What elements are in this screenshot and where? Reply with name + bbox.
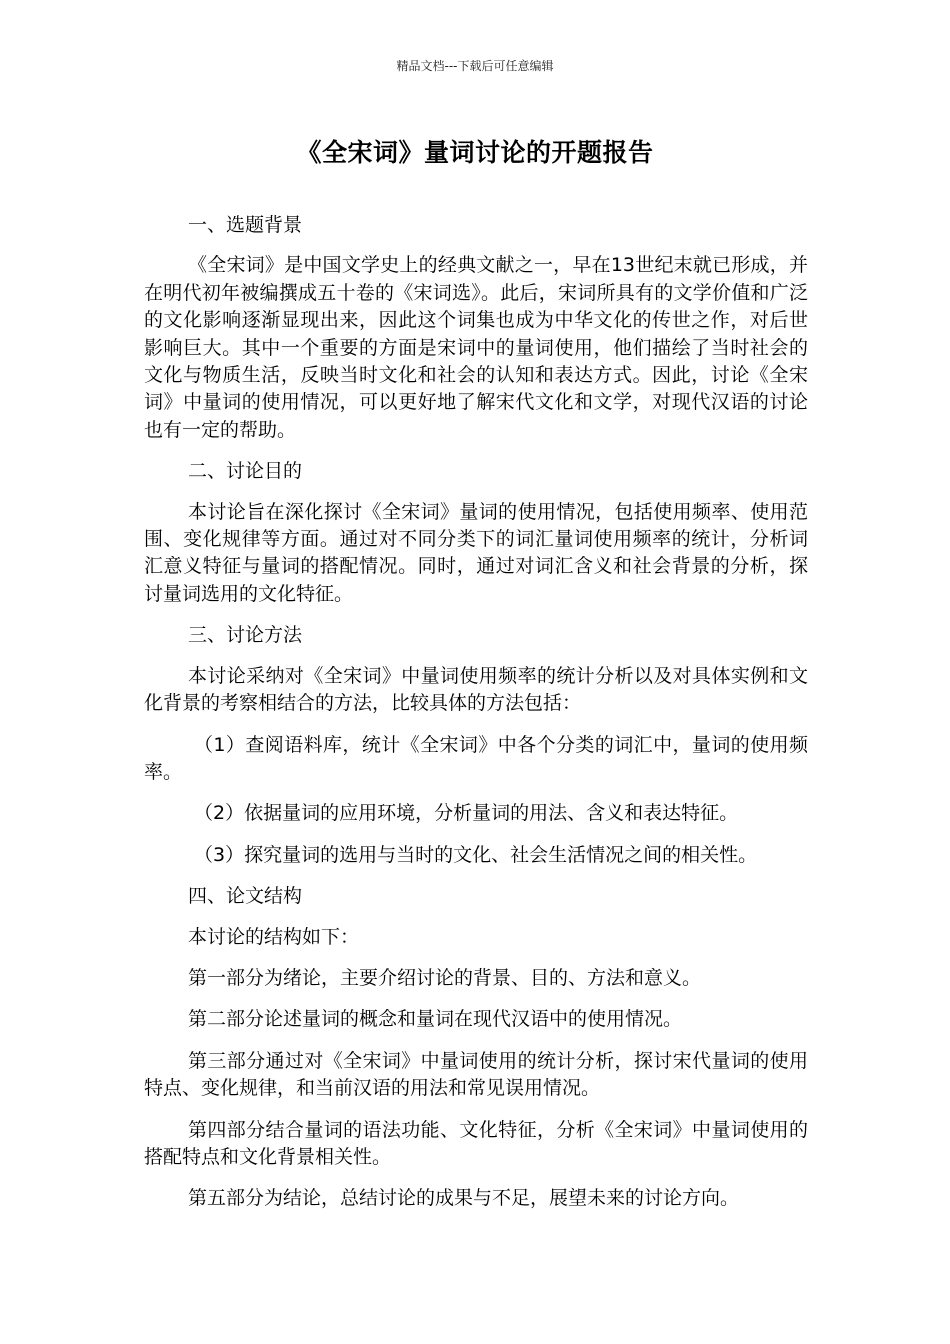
page-header: 精品文档---下载后可任意编辑 <box>396 59 554 73</box>
method-item-3: （3）探究量词的选用与当时的文化、社会生活情况之间的相关性。 <box>194 843 758 866</box>
section-heading-structure: 四、论文结构 <box>188 885 303 908</box>
paragraph-purpose: 本讨论旨在深化探讨《全宋词》量词的使用情况，包括使用频率、使用范围、变化规律等方面。通过对不同分类下的词汇量词使用频率的统计，分析词汇意义特征与量词的搭配情况。同时，通过对词汇含义和社会背景的分析，探讨量词选用的文化特征。 <box>144 500 808 605</box>
structure-part-4: 第四部分结合量词的语法功能、文化特征，分析《全宋词》中量词使用的搭配特点和文化背景相关性。 <box>144 1118 808 1168</box>
document-title: 《全宋词》量词讨论的开题报告 <box>296 138 654 167</box>
section-heading-method: 三、讨论方法 <box>188 624 303 647</box>
section-heading-purpose: 二、讨论目的 <box>188 460 303 483</box>
structure-part-2: 第二部分论述量词的概念和量词在现代汉语中的使用情况。 <box>188 1008 683 1031</box>
structure-part-5: 第五部分为结论，总结讨论的成果与不足，展望未来的讨论方向。 <box>188 1187 740 1210</box>
paragraph-background: 《全宋词》是中国文学史上的经典文献之一，早在13世纪末就已形成，并在明代初年被编撰成五十卷的《宋词选》。此后，宋词所具有的文学价值和广泛的文化影响逐渐显现出来，因此这个词集也成为中华文化的传世之作，对后世影响巨大。其中一个重要的方面是宋词中的量词使用，他们描绘了当时社会的文化与物质生活，反映当时文化和社会的认知和表达方式。因此，讨论《全宋词》中量词的使用情况，可以更好地了解宋代文化和文学，对现代汉语的讨论也有一定的帮助。 <box>144 254 808 441</box>
paragraph-structure-intro: 本讨论的结构如下： <box>188 925 360 948</box>
structure-part-1: 第一部分为绪论，主要介绍讨论的背景、目的、方法和意义。 <box>188 966 702 989</box>
paragraph-method: 本讨论采纳对《全宋词》中量词使用频率的统计分析以及对具体实例和文化背景的考察相结合的方法，比较具体的方法包括： <box>144 664 808 715</box>
method-item-2: （2）依据量词的应用环境，分析量词的用法、含义和表达特征。 <box>194 802 739 825</box>
section-heading-background: 一、选题背景 <box>188 214 303 236</box>
structure-part-3: 第三部分通过对《全宋词》中量词使用的统计分析，探讨宋代量词的使用特点、变化规律，和当前汉语的用法和常见误用情况。 <box>144 1049 808 1100</box>
document-body <box>144 212 808 1227</box>
method-item-1: （1）查阅语料库，统计《全宋词》中各个分类的词汇中，量词的使用频率。 <box>144 733 808 783</box>
